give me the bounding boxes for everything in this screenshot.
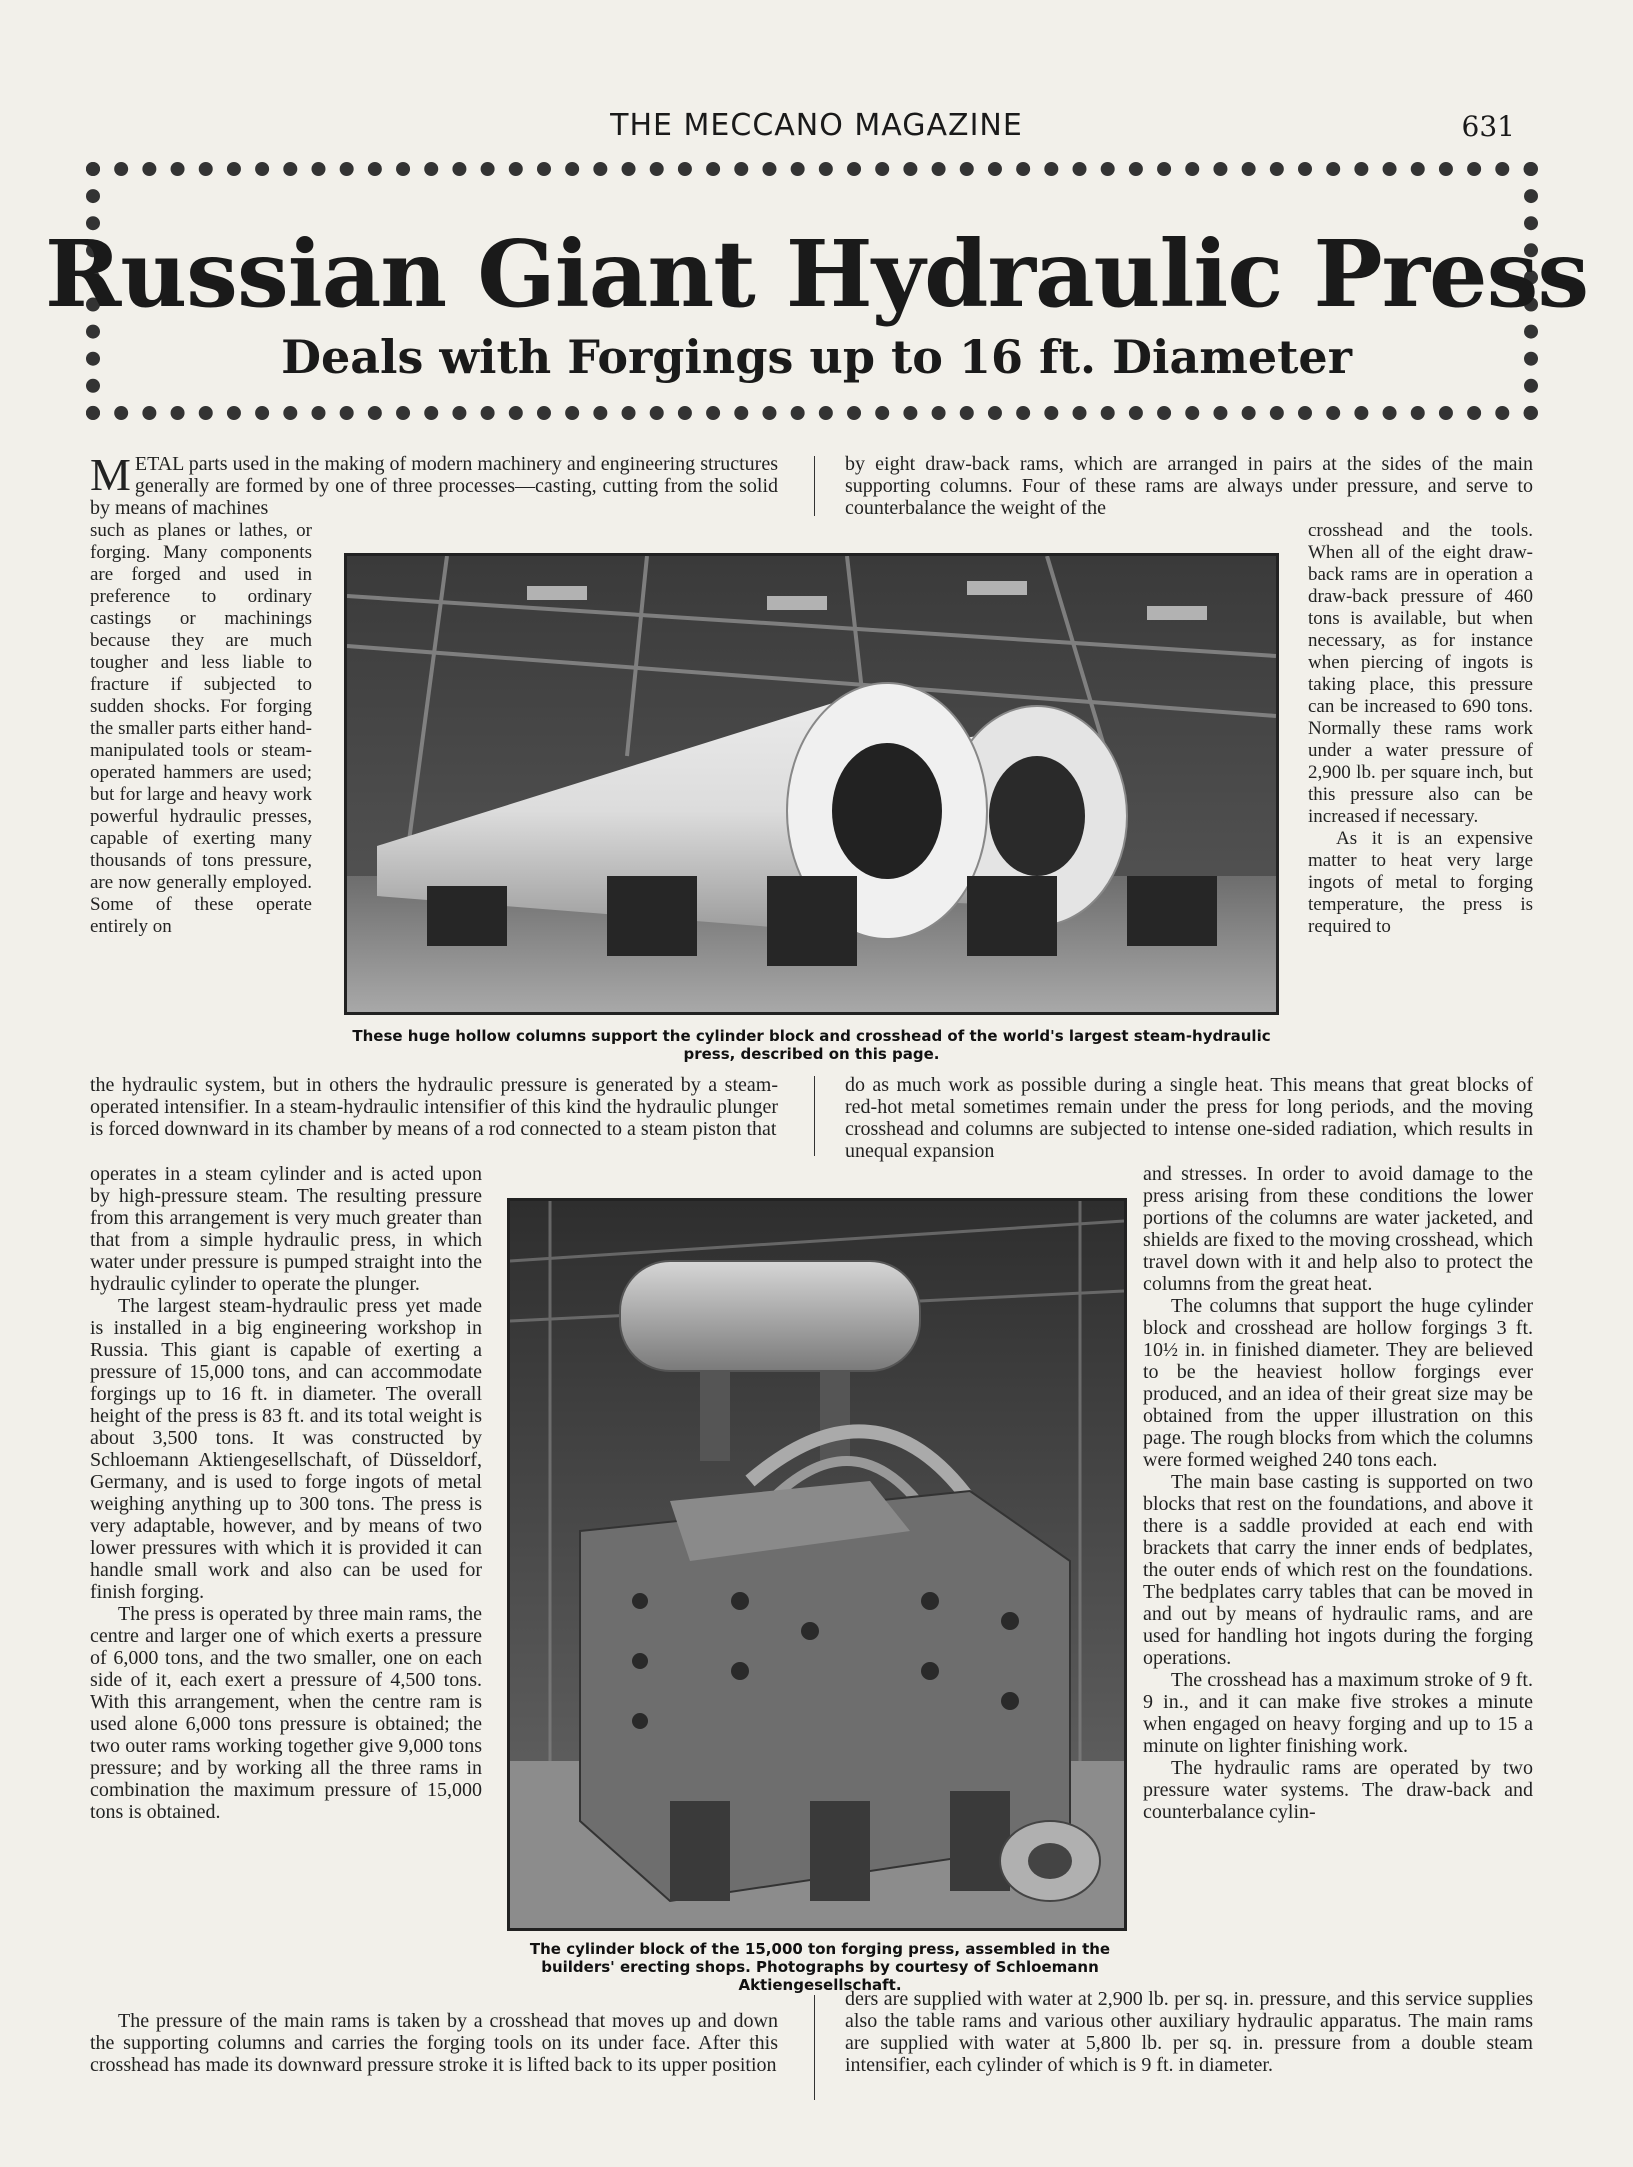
column-rule-bottom (814, 1995, 815, 2100)
article-subtitle: Deals with Forgings up to 16 ft. Diameter (281, 330, 1352, 384)
hollow-columns-illustration (347, 556, 1276, 1012)
col2-mid-text: do as much work as possible during a single heat. This means that great blocks of red-hot metal sometimes remain under the press for long periods, and the moving crosshead and columns are subjected to intense one-sided radiation, which results in unequal expansion (845, 1074, 1533, 1162)
cylinder-block-illustration (510, 1201, 1124, 1928)
col2-bottom-text: ders are supplied with water at 2,900 lb. per sq. in. pressure, and this service supplies also the table rams and various other auxiliary hydraulic apparatus. The main rams are supplied with water at 5,800 lb. per sq. in. pressure from a double steam intensifier, each cylinder of which is 9 ft. in diameter. (845, 1988, 1533, 2076)
col2-wrap-text: crosshead and the tools. When all of the eight draw-back rams are in operation a draw-back pressure of 460 tons is available, but when necessary, as for instance when piercing of ingots is taking place, this pressure can be increased to 690 tons. Normally these rams work under a water pressure of 2,900 lb. per square inch, but this pressure also can be increased if necessary. As it is an expensive matter to heat very large ingots of metal to forging temperature, the press is required to (1308, 520, 1533, 937)
column-rule-top (814, 456, 815, 516)
bottom-photo-caption: The cylinder block of the 15,000 ton forging press, assembled in the builders' erecting shops. Photographs by courtesy of Schloemann Aktiengesellschaft. (529, 1940, 1111, 1994)
col2-lower-text: and stresses. In order to avoid damage to the press arising from these conditions the lower portions of the columns are water jacketed, and shields are fixed to the moving crosshead, which travel down with it and help also to protect the columns from the great heat. The columns that support the huge cylinder block and crosshead are hollow forgings 3 ft. 10½ in. in finished diameter. They are believed to be the heaviest hollow forgings ever produced, and an idea of their great size may be obtained from the upper illustration on this page. The rough blocks from which the columns were formed weighed 240 tons each. The main base casting is supported on two blocks that rest on the foundations, and above it there is a saddle provided at each end with brackets that carry the inner ends of bedplates, the outer ends of which rest on the foundations. The bedplates carry tables that can be moved in and out by means of hydraulic rams, and are used for handling hot ingots during the forging operations. The crosshead has a maximum stroke of 9 ft. 9 in., and it can make five strokes a minute when engaged on heavy forging and up to 15 a minute on lighter finishing work. The hydraulic rams are operated by two pressure water systems. The draw-back and counterbalance cylin- (1143, 1163, 1533, 1823)
col1-top-text: METAL parts used in the making of modern machinery and engineering structures generally are formed by one of three processes—casting, cutting from the solid by means of machines (90, 449, 778, 519)
running-title: THE MECCANO MAGAZINE (610, 108, 1023, 143)
top-photo-caption: These huge hollow columns support the cylinder block and crosshead of the world's largest steam-hydraulic press, described on this page. (352, 1027, 1271, 1063)
col1-bottom-text: The pressure of the main rams is taken by a crosshead that moves up and down the supporting columns and carries the forging tools on its under face. After this crosshead has made its downward pressure stroke it is lifted back to its upper position (90, 2010, 778, 2076)
column-rule-mid (814, 1076, 815, 1156)
col1-wrap-text: such as planes or lathes, or forging. Many components are forged and used in preference to ordinary castings or machinings because they are much tougher and less liable to fracture if subjected to sudden shocks. For forging the smaller parts either hand-manipulated tools or steam-operated hammers are used; but for large and heavy work powerful hydraulic presses, capable of exerting many thousands of tons pressure, are now generally employed. Some of these operate entirely on (90, 520, 312, 937)
photo-cylinder-block (507, 1198, 1127, 1931)
col1-lower-text: operates in a steam cylinder and is acted upon by high-pressure steam. The resulting pressure from this arrangement is very much greater than that from a simple hydraulic press, in which water under pressure is pumped straight into the hydraulic cylinder to operate the plunger. The largest steam-hydraulic press yet made is installed in a big engineering workshop in Russia. This giant is capable of exerting a pressure of 15,000 tons, and can accommodate forgings up to 16 ft. in diameter. The overall height of the press is 83 ft. and its total weight is about 3,500 tons. It was constructed by Schloemann Aktiengesellschaft, of Düsseldorf, Germany, and is used to forge ingots of metal weighing anything up to 300 tons. The press is very adaptable, however, and by means of two lower pressures with which it is provided it can handle small work and also can be used for finish forging. The press is operated by three main rams, the centre and larger one of which exerts a pressure of 6,000 tons, and the two smaller, one on each side of it, each exert a pressure of 4,500 tons. With this arrangement, when the centre ram is used alone 6,000 tons pressure is obtained; the two outer rams working together give 9,000 tons pressure; and by working all the three rams in combination the maximum pressure of 15,000 tons is obtained. (90, 1163, 482, 1823)
page-number: 631 (1461, 110, 1515, 143)
col1-mid-text: the hydraulic system, but in others the hydraulic pressure is generated by a steam-operated intensifier. In a steam-hydraulic intensifier of this kind the hydraulic plunger is forced downward in its chamber by means of a rod connected to a steam piston that (90, 1074, 778, 1140)
drop-cap: M (90, 449, 131, 500)
photo-hollow-columns (344, 553, 1279, 1015)
article-title: Russian Giant Hydraulic Press (44, 220, 1589, 328)
col2-top-text: by eight draw-back rams, which are arranged in pairs at the sides of the main supporting columns. Four of these rams are always under pressure, and serve to counterbalance the weight of the (845, 453, 1533, 519)
